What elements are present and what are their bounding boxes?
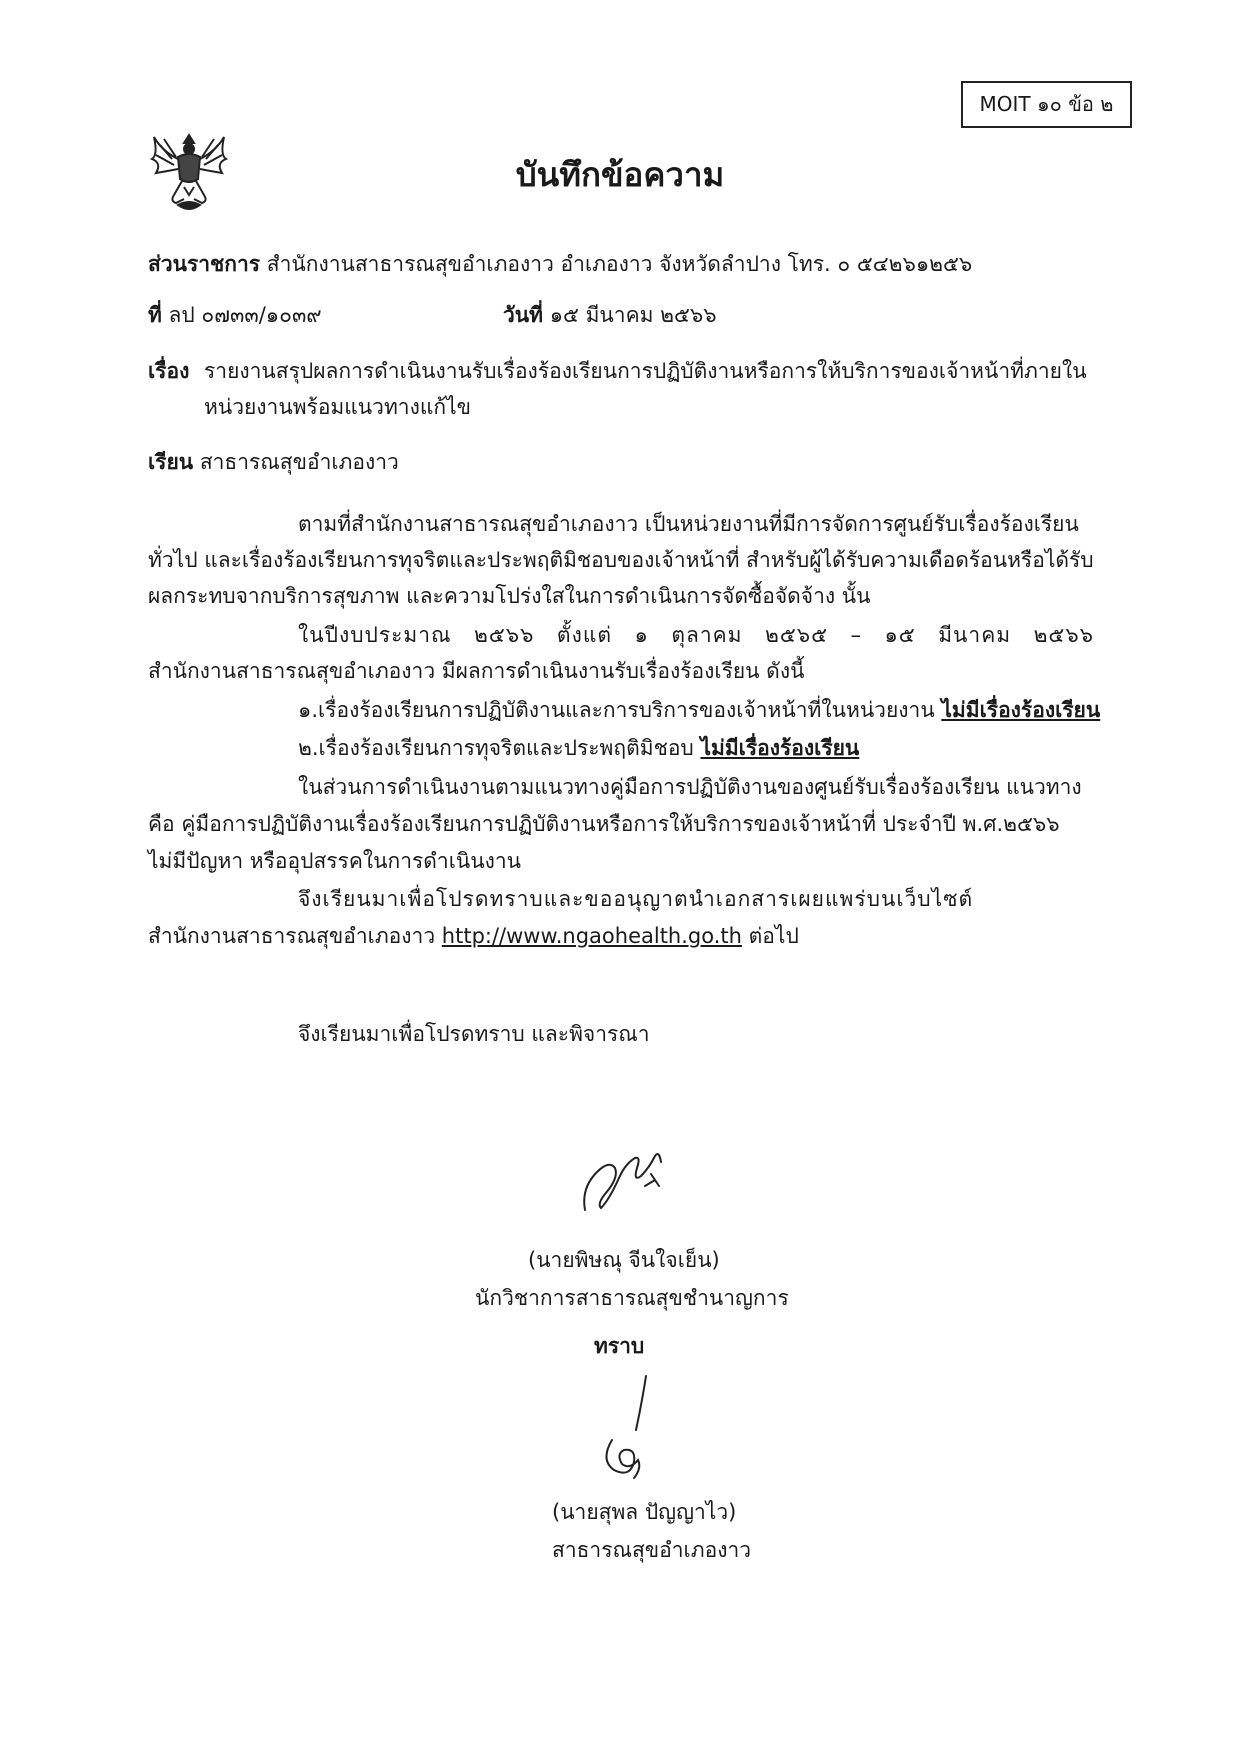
item-1-result: ไม่มีเรื่องร้องเรียน — [941, 698, 1101, 722]
subject-line-1: รายงานสรุปผลการดำเนินงานรับเรื่องร้องเรียนการปฏิบัติงานหรือการให้บริการของเจ้าหน้าที่ภายใน — [204, 359, 1087, 383]
p4-line-2-post: ต่อไป — [741, 924, 799, 948]
reference-code-box — [961, 81, 1132, 128]
item-2 — [298, 733, 859, 763]
to-value: สาธารณสุขอำเภองาว — [199, 450, 399, 474]
p4-line-1: จึงเรียนมาเพื่อโปรดทราบและขออนุญาตนำเอกสารเผยแพร่บนเว็บไซต์ — [298, 887, 974, 911]
item-2-text: ๒.เรื่องร้องเรียนการทุจริตและประพฤติมิชอบ — [298, 736, 701, 760]
date-value: ๑๕ มีนาคม ๒๕๖๖ — [549, 303, 717, 327]
p2-line-1: ในปีงบประมาณ ๒๕๖๖ ตั้งแต่ ๑ ตุลาคม ๒๕๖๕ – ๑๕ มีนาคม ๒๕๖๖ — [298, 623, 1094, 647]
acknowledge-label: ทราบ — [594, 1334, 645, 1358]
memo-title: บันทึกข้อความ — [515, 155, 725, 194]
agency-value: สำนักงานสาธารณสุขอำเภองาว อำเภองาว จังหวัดลำปาง โทร. ๐ ๕๔๒๖๑๒๕๖ — [266, 252, 973, 276]
signatory-2-name: (นายสุพล ปัญญาไว) — [552, 1500, 737, 1524]
reference-code: MOIT ๑๐ ข้อ ๒ — [979, 92, 1114, 116]
signatory-2-position: สาธารณสุขอำเภองาว — [552, 1538, 752, 1562]
p1-line-3: ผลกระทบจากบริการสุขภาพ และความโปร่งใสในการดำเนินการจัดซื้อจัดจ้าง นั้น — [148, 584, 871, 608]
p4-line-2-pre: สำนักงานสาธารณสุขอำเภองาว — [148, 924, 442, 948]
item-1 — [298, 695, 1100, 725]
p4-line-2 — [148, 921, 799, 951]
ref-value: ลป ๐๗๓๓/๑๐๓๙ — [168, 303, 322, 327]
signatory-1-name: (นายพิษณุ จีนใจเย็น) — [528, 1248, 720, 1272]
agency-line — [148, 249, 972, 279]
p3-line-3: ไม่มีปัญหา หรืออุปสรรคในการดำเนินงาน — [148, 849, 521, 873]
agency-label: ส่วนราชการ — [148, 252, 261, 276]
signature-2 — [590, 1372, 670, 1482]
p2-line-2: สำนักงานสาธารณสุขอำเภองาว มีผลการดำเนินงานรับเรื่องร้องเรียน ดังนี้ — [148, 659, 805, 683]
signatory-1-position: นักวิชาการสาธารณสุขชำนาญการ — [475, 1286, 789, 1310]
p3-line-1: ในส่วนการดำเนินงานตามแนวทางคู่มือการปฏิบัติงานของศูนย์รับเรื่องร้องเรียน แนวทาง — [298, 775, 1082, 799]
p1-line-2: ทั่วไป และเรื่องร้องเรียนการทุจริตและประพฤติมิชอบของเจ้าหน้าที่ สำหรับผู้ได้รับความเดือดร้อนหรือได้รับ — [148, 548, 1094, 572]
p3-line-2: คือ คู่มือการปฏิบัติงานเรื่องร้องเรียนการปฏิบัติงานหรือการให้บริการของเจ้าหน้าที่ ประจำปี พ.ศ.๒๕๖๖ — [148, 812, 1060, 836]
subject-line-2: หน่วยงานพร้อมแนวทางแก้ไข — [204, 395, 472, 419]
to-line — [148, 447, 399, 477]
website-link[interactable]: http://www.ngaohealth.go.th — [441, 924, 742, 948]
subject-label: เรื่อง — [148, 359, 190, 383]
date-line — [503, 300, 717, 330]
item-1-text: ๑.เรื่องร้องเรียนการปฏิบัติงานและการบริการของเจ้าหน้าที่ในหน่วยงาน — [298, 698, 942, 722]
item-2-result: ไม่มีเรื่องร้องเรียน — [700, 736, 860, 760]
signature-1 — [575, 1138, 685, 1218]
ref-label: ที่ — [148, 303, 162, 327]
date-label: วันที่ — [503, 303, 543, 327]
to-label: เรียน — [148, 450, 194, 474]
closing-line: จึงเรียนมาเพื่อโปรดทราบ และพิจารณา — [298, 1022, 650, 1046]
ref-line — [148, 300, 322, 330]
p1-line-1: ตามที่สำนักงานสาธารณสุขอำเภองาว เป็นหน่วยงานที่มีการจัดการศูนย์รับเรื่องร้องเรียน — [298, 512, 1079, 536]
